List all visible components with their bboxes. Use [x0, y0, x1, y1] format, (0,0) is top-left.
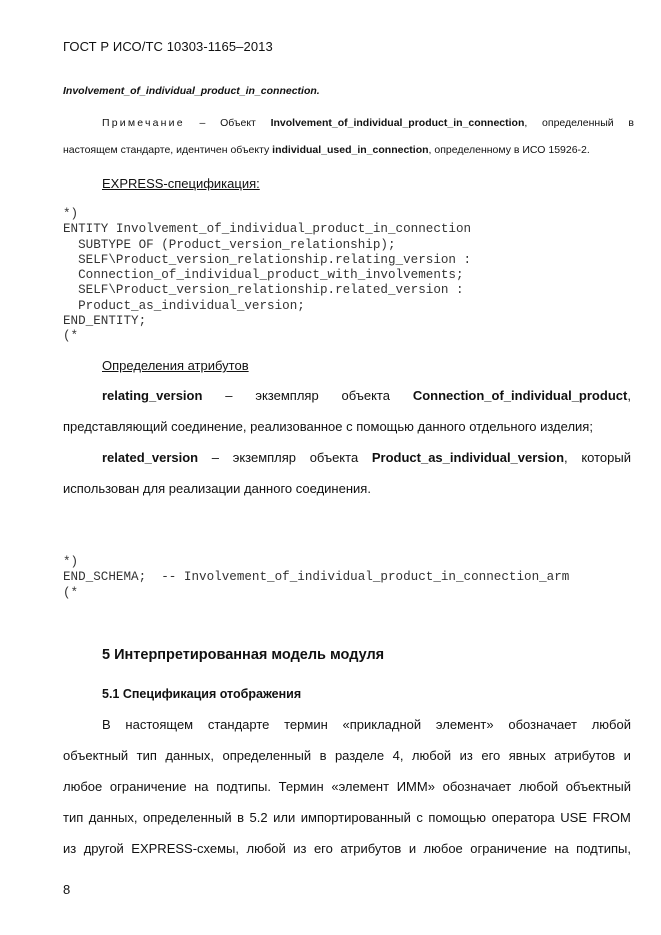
attr-relating-version-line-1: [102, 388, 631, 403]
note-label: Примечание: [102, 117, 185, 129]
paragraph-word: импортированный: [300, 810, 411, 825]
paragraph-word: данных,: [165, 748, 215, 763]
paragraph-word: любое: [63, 779, 103, 794]
attr-dash: –: [211, 450, 220, 465]
code-line: SUBTYPE OF (Product_version_relationship);: [63, 237, 396, 252]
paragraph-word: помощью: [428, 810, 487, 825]
note-dash: –: [199, 117, 206, 129]
paragraph-word: любое: [423, 841, 463, 856]
paragraph-word: любой: [411, 748, 452, 763]
paragraph-word: определенный: [142, 810, 232, 825]
paragraph-word: любой: [246, 841, 286, 856]
paragraph-word: из: [63, 841, 77, 856]
paragraph-word: из: [293, 841, 307, 856]
note-line-1: [102, 117, 634, 129]
note-entity-name: Involvement_of_individual_product_in_connection: [270, 117, 525, 129]
code-line: (*: [63, 329, 79, 344]
paragraph-word: элемент»: [435, 717, 494, 732]
attr-word: экземпляр: [232, 450, 297, 465]
attr-word: объекта: [309, 450, 359, 465]
paragraph-word: или: [273, 810, 296, 825]
attr-word: экземпляр: [255, 388, 319, 403]
note-line2-post: , определенному в ИСО 15926-2.: [428, 144, 590, 156]
paragraph-word: из: [459, 748, 473, 763]
note-line2-bold: individual_used_in_connection: [272, 144, 429, 156]
paragraph-word: 4,: [392, 748, 404, 763]
paragraph-word: другой: [83, 841, 124, 856]
express-spec-heading: EXPRESS-спецификация:: [102, 176, 260, 191]
note-line-2: [63, 144, 590, 156]
page-number: 8: [63, 882, 71, 897]
paragraph-word: 5.2: [249, 810, 268, 825]
paragraph-line: [63, 748, 631, 763]
note-word: Объект: [220, 117, 256, 129]
attr-relating-version-line-2: представляющий соединение, реализованное с помощью данного отдельного изделия;: [63, 419, 593, 434]
attr-type: Product_as_individual_version: [371, 450, 565, 465]
paragraph-word: его: [313, 841, 333, 856]
paragraph-word: объектный: [565, 779, 631, 794]
note-word: в: [628, 117, 634, 129]
code-line: ENTITY Involvement_of_individual_product_in_connection: [63, 222, 472, 237]
code-line: SELF\Product_version_relationship.related_version :: [63, 283, 464, 298]
paragraph-word: любой: [591, 717, 631, 732]
paragraph-line: [102, 717, 631, 732]
section-5-1-title: 5.1 Спецификация отображения: [102, 687, 302, 701]
paragraph-word: атрибутов: [340, 841, 402, 856]
attribute-definitions-heading: Определения атрибутов: [102, 358, 249, 373]
code-line: END_ENTITY;: [63, 314, 147, 329]
attr-comma: ,: [564, 450, 568, 465]
paragraph-word: и: [408, 841, 417, 856]
attr-comma: ,: [627, 388, 631, 403]
code-line: Connection_of_individual_product_with_involvements;: [63, 268, 464, 283]
attr-type: Connection_of_individual_product: [412, 388, 628, 403]
paragraph-word: разделе: [334, 748, 385, 763]
paragraph-word: «прикладной: [342, 717, 422, 732]
express-code-block-1: [63, 207, 471, 345]
express-code-block-2: [63, 555, 569, 601]
attr-type-group: [372, 450, 568, 465]
paragraph-word: тип: [136, 748, 157, 763]
paragraph-word: объектный: [63, 748, 129, 763]
paragraph-word: обозначает: [508, 717, 577, 732]
attr-name: relating_version: [102, 388, 203, 403]
paragraph-line: [63, 810, 631, 825]
code-line: *): [63, 207, 79, 221]
paragraph-word: в: [319, 748, 327, 763]
paragraph-word: определенный: [222, 748, 312, 763]
paragraph-word: Термин: [278, 779, 324, 794]
paragraph-word: явных: [508, 748, 546, 763]
paragraph-word: стандарте: [207, 717, 270, 732]
section-5-title: 5 Интерпретированная модель модуля: [102, 647, 385, 663]
code-line: *): [63, 555, 79, 569]
paragraph-word: оператора: [491, 810, 555, 825]
paragraph-word: в: [237, 810, 245, 825]
document-header: ГОСТ Р ИСО/ТС 10303-1165–2013: [63, 39, 273, 54]
attr-name: related_version: [102, 450, 199, 465]
code-line: END_SCHEMA; -- Involvement_of_individual_product_in_connection_arm: [63, 570, 570, 585]
paragraph-word: ограничение: [470, 841, 547, 856]
paragraph-word: его: [481, 748, 501, 763]
paragraph-word: с: [416, 810, 423, 825]
paragraph-word: подтипы,: [576, 841, 631, 856]
attr-dash: –: [225, 388, 233, 403]
attr-word: объекта: [341, 388, 390, 403]
paragraph-line: [63, 841, 631, 856]
paragraph-word: обозначает: [442, 779, 512, 794]
paragraph-word: данных,: [88, 810, 138, 825]
paragraph-line: [63, 779, 631, 794]
note-comma: ,: [524, 117, 528, 129]
note-word: определенный: [542, 117, 614, 129]
paragraph-word: В: [102, 717, 111, 732]
paragraph-word: любой: [518, 779, 559, 794]
paragraph-word: ИММ»: [396, 779, 435, 794]
code-line: (*: [63, 585, 79, 600]
paragraph-word: FROM: [592, 810, 631, 825]
note-entity-group: [271, 117, 528, 129]
attr-related-version-line-2: использован для реализации данного соединения.: [63, 481, 371, 496]
paragraph-word: тип: [63, 810, 84, 825]
paragraph-word: на: [554, 841, 569, 856]
code-line: SELF\Product_version_relationship.relating_version :: [63, 252, 472, 267]
paragraph-word: USE: [560, 810, 588, 825]
paragraph-word: атрибутов: [554, 748, 616, 763]
attr-word: который: [581, 450, 631, 465]
note-line2-pre: настоящем стандарте, идентичен объекту: [63, 144, 273, 156]
paragraph-word: термин: [284, 717, 328, 732]
figure-caption: Involvement_of_individual_product_in_connection.: [63, 85, 320, 97]
paragraph-word: подтипы.: [216, 779, 271, 794]
paragraph-word: ограничение: [109, 779, 187, 794]
paragraph-word: EXPRESS-схемы,: [131, 841, 240, 856]
paragraph-word: на: [194, 779, 209, 794]
attr-related-version-line-1: [102, 450, 631, 465]
paragraph-word: «элемент: [331, 779, 390, 794]
attr-type-group: [413, 388, 631, 403]
paragraph-word: и: [623, 748, 631, 763]
paragraph-word: настоящем: [125, 717, 194, 732]
code-line: Product_as_individual_version;: [63, 298, 305, 313]
